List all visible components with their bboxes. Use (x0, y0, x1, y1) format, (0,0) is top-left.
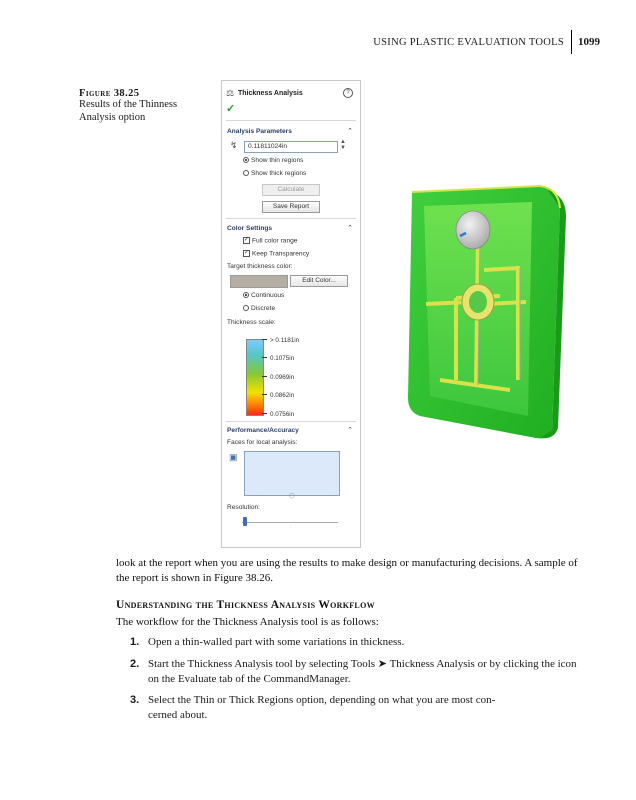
scale-value: 0.0756in (270, 411, 295, 418)
spinner-icon[interactable]: ▲ ▼ (340, 139, 346, 151)
faces-selection-box[interactable] (244, 451, 340, 496)
scale-value: 0.1075in (270, 355, 295, 362)
panel-title: Thickness Analysis (238, 90, 303, 97)
faces-for-local-analysis-label: Faces for local analysis: (227, 439, 298, 446)
figure-caption: Results of the Thinness Analysis option (79, 99, 178, 123)
thickness-analysis-panel (221, 80, 361, 548)
performance-accuracy-heading: Performance/Accuracy (227, 427, 299, 434)
scale-value: > 0.1181in (270, 337, 300, 344)
step-text: Open a thin-walled part with some variations in thickness. (148, 636, 405, 648)
resolution-label: Resolution: (227, 504, 260, 511)
step-number: 3. (130, 694, 140, 706)
target-thickness-color-label: Target thickness color: (227, 263, 293, 270)
continuous-radio[interactable]: Continuous (243, 292, 284, 299)
step-text: Select the Thin or Thick Regions option, depending on what you are most con-cerned about. (148, 694, 496, 721)
running-header-title: USING PLASTIC EVALUATION TOOLS (373, 37, 564, 48)
section-heading: Understanding the Thickness Analysis Workflow (116, 599, 375, 611)
keep-transparency-checkbox[interactable]: ✓ Keep Transparency (244, 250, 310, 258)
figure-label: Figure 38.25 (79, 88, 140, 99)
thickness-analysis-icon: ⚖ (226, 88, 235, 98)
part-center-hole (469, 291, 487, 313)
part-dome-boss (456, 211, 490, 249)
resolution-slider-track[interactable] (242, 522, 338, 523)
thickness-analysis-part-render (400, 180, 580, 440)
face-cube-icon: ▣ (229, 452, 238, 462)
scale-value: 0.0969in (270, 374, 295, 381)
intro-sentence: The workflow for the Thickness Analysis tool is as follows: (116, 616, 379, 628)
page-number: 1099 (578, 36, 600, 48)
resize-handle-icon[interactable]: ◯ (289, 493, 295, 499)
analysis-parameters-heading: Analysis Parameters (227, 128, 292, 135)
checkmark-icon[interactable]: ✓ (226, 103, 236, 115)
full-color-range-checkbox[interactable]: ✓ Full color range (244, 237, 298, 245)
collapse-caret-icon[interactable]: ⌃ (347, 427, 353, 434)
discrete-radio[interactable]: Discrete (243, 305, 275, 312)
target-color-swatch[interactable] (230, 275, 288, 288)
slider-tick: ' (336, 525, 337, 530)
resolution-slider-thumb[interactable] (243, 517, 247, 526)
body-paragraph: look at the report when you are using the results to make design or manufacturing decisions. A sample of the report is shown in Figure 38.26. (116, 557, 578, 584)
header-divider (571, 30, 572, 54)
save-report-button[interactable]: Save Report (262, 201, 320, 213)
thickness-input[interactable]: 0.11811024in (244, 141, 338, 153)
help-icon[interactable]: ? (343, 88, 353, 98)
collapse-caret-icon[interactable]: ⌃ (347, 225, 353, 232)
calculate-button[interactable]: Calculate (262, 184, 320, 196)
thickness-dimension-icon: ↯ (230, 140, 238, 150)
step-number: 1. (130, 636, 140, 648)
show-thick-regions-radio[interactable]: Show thick regions (243, 170, 306, 177)
thickness-color-scale (246, 339, 264, 416)
slider-tick: ' (290, 525, 291, 530)
edit-color-button[interactable]: Edit Color... (290, 275, 348, 287)
step-number: 2. (130, 658, 140, 670)
show-thin-regions-radio[interactable]: Show thin regions (243, 157, 303, 164)
collapse-caret-icon[interactable]: ⌃ (347, 128, 353, 135)
step-text: Start the Thickness Analysis tool by selecting Tools ➤ Thickness Analysis or by clicking the icon on the Evaluate tab of the CommandManager. (148, 658, 577, 685)
scale-value: 0.0862in (270, 392, 295, 399)
thickness-scale-label: Thickness scale: (227, 319, 276, 326)
color-settings-heading: Color Settings (227, 225, 273, 232)
